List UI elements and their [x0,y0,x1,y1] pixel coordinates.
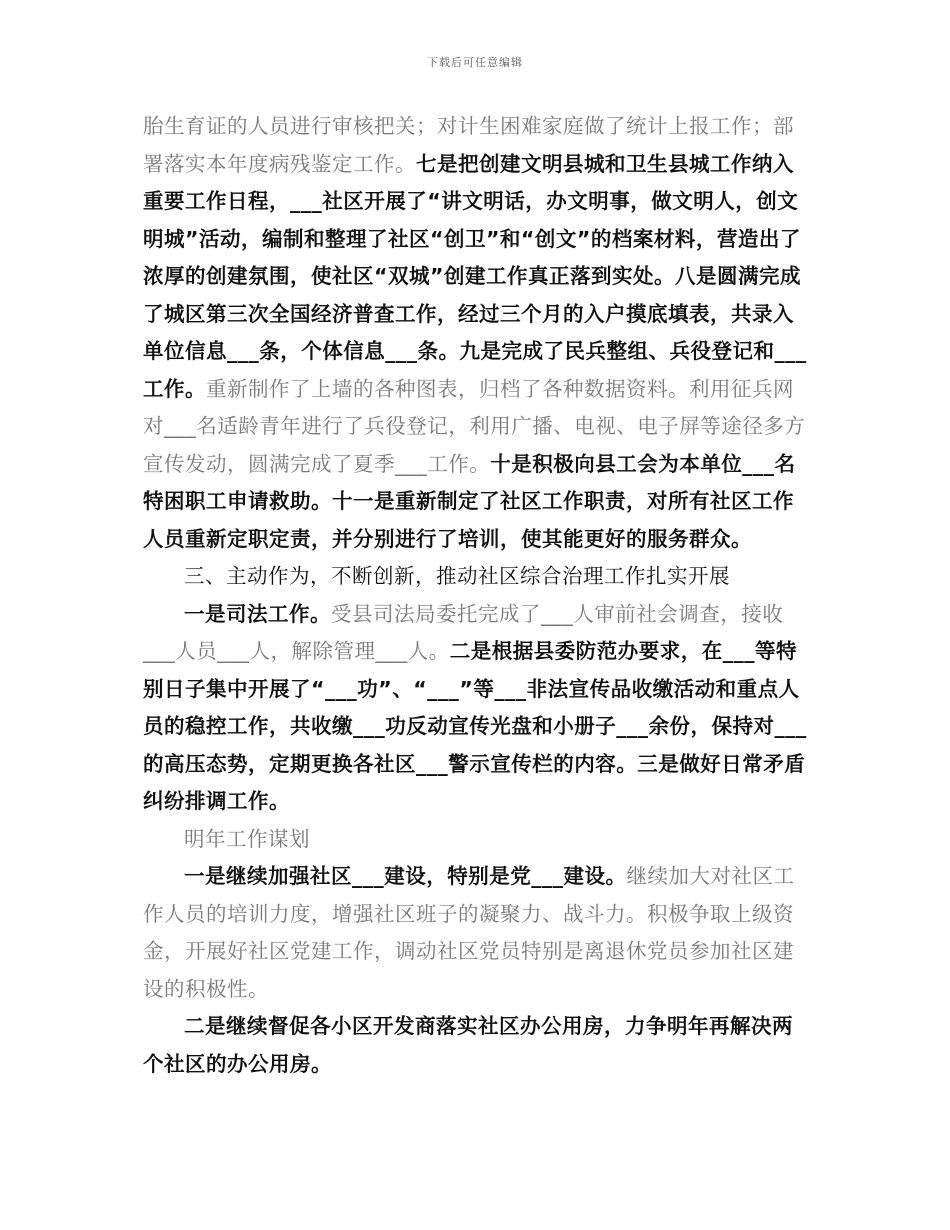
sentence-union-aid: 十是积极向县工会为本单位___名特困职工申请救助。十一是重新制定了社区工作职责，对所有社区工作人员重新定职定责，并分别进行了培训，使其能更好的服务群众。 [143,451,796,551]
sentence-economic-census: 八是圆满完成了城区第三次全国经济普查工作，经过三个月的入户摸底填表，共录入单位信息___条，个体信息___条。 [143,264,801,363]
paragraph-work-summary [143,108,813,558]
sentence-military-registration: 重新制作了上墙的各种图表，归档了各种数据资料。利用征兵网对___名适龄青年进行了兵役登记，利用广播、电视、电子屏等途径多方宣传发动，圆满完成了夏季___工作。 [143,376,806,476]
paragraph-judicial [143,596,813,821]
sentence-party-title: 一是继续加强社区___建设，特别是党___建设。 [184,864,627,888]
section-heading-next-year: 明年工作谋划 [184,826,310,851]
sentence-party-detail: 继续加大对社区工作人员的培训力度，增强社区班子的凝聚力、战斗力。积极争取上级资金，开展好社区党建工作，调动社区党员特别是离退休党员参加社区建设的积极性。 [143,864,795,1001]
sentence-militia: 九是完成了民兵整组、兵役登记和___工作。 [143,339,807,401]
paragraph-office-space: 二是继续督促各小区开发商落实社区办公用房，力争明年再解决两个社区的办公用房。 [143,1014,793,1076]
sentence-prevention: 二是根据县委防范办要求，在___等特别日子集中开展了“___功”、“___”等___非法宣传品收缴活动和重点人员的稳控工作，共收缴___功反动宣传光盘和小册子___余份，保持对___的高压态势，定期更换各社区___警示宣传栏的内容。三是做好日常矛盾纠纷排调工作。 [143,639,807,813]
document-body [143,108,813,1083]
sentence-judicial-title: 一是司法工作。 [184,601,331,626]
sentence-judicial-detail: 受县司法局委托完成了___人审前社会调查，接收___人员___人，解除管理___人。 [143,601,784,663]
sentence-civilized-city: 七是把创建文明县城和卫生县城工作纳入重要工作日程，___社区开展了“讲文明话，办文明事，做文明人，创文明城”活动，编制和整理了社区“创卫”和“创文”的档案材料，营造出了浓厚的创建氛围，使社区“双城”创建工作真正落到实处。 [143,151,801,288]
sentence-family-planning: 胎生育证的人员进行审核把关；对计生困难家庭做了统计上报工作；部署落实本年度病残鉴定工作。 [143,114,794,176]
page-header: 下载后可任意编辑 [427,56,523,69]
paragraph-party-building [143,858,813,1008]
section-heading-three: 三、主动作为，不断创新，推动社区综合治理工作扎实开展 [184,564,730,588]
